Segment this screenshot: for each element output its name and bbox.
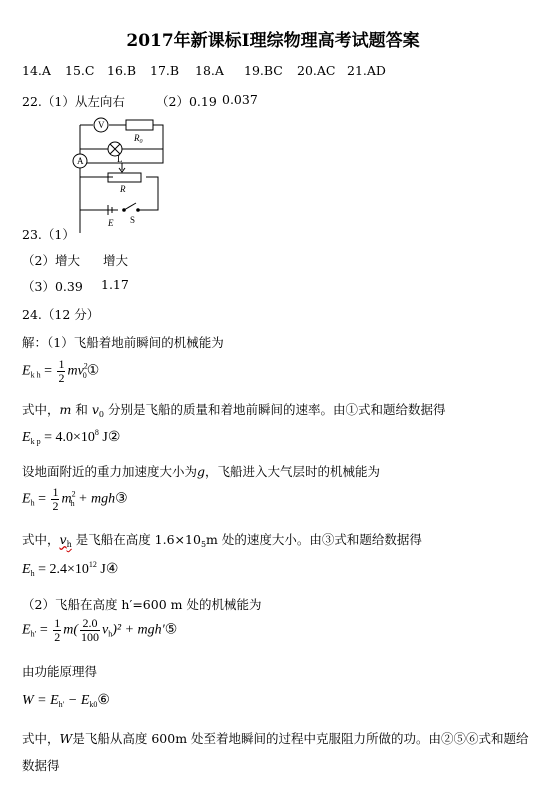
q23-part2a: （2）增大 xyxy=(22,253,80,268)
q24-line1: 解：（1）飞船着地前瞬间的机械能为 xyxy=(22,335,224,350)
q23-part1: 23.（1） xyxy=(22,227,75,242)
label-r: R xyxy=(120,184,126,194)
label-l: L xyxy=(117,154,123,164)
answer-19: 19.BC xyxy=(244,63,283,78)
resistor-r0-icon xyxy=(126,120,153,130)
label-s: S xyxy=(130,215,136,225)
equation-1: $E_{k h}$ = $\frac{1}{2}$ $mv^2_0①$ xyxy=(22,357,100,385)
answer-17: 17.B xyxy=(150,63,180,78)
equation-2: $E_{k p} = 4.0\times 10^8$ J② xyxy=(22,428,121,446)
label-r0: $R_0$ xyxy=(134,133,143,145)
q24-line3: 设地面附近的重力加速度大小为g，飞船进入大气层时的机械能为 xyxy=(22,464,381,479)
circuit-diagram xyxy=(68,113,178,233)
answer-20: 20.AC xyxy=(297,63,336,78)
q23-part3a: （3）0.39 xyxy=(22,279,83,294)
switch-icon xyxy=(124,203,136,210)
answer-18: 18.A xyxy=(195,63,224,78)
q23-part2b: 增大 xyxy=(103,253,129,268)
q23-part3b: 1.17 xyxy=(101,277,129,292)
page-title: 2017年新课标Ⅰ理综物理高考试题答案 xyxy=(126,31,420,51)
equation-5: $E_{h'}$ = $\frac{1}{2}$ m( $\frac{2.0}{100}$ $v_h)^2$ + mgh′⑤ xyxy=(22,616,178,644)
q24-heading: 24.（12 分） xyxy=(22,307,100,322)
lamp-cross xyxy=(110,144,120,154)
q22-part1: 22.（1）从左向右 xyxy=(22,94,125,109)
q22-value2: 0.037 xyxy=(222,92,258,107)
q24-line8: 数据得 xyxy=(22,758,60,773)
label-a: A xyxy=(77,156,84,166)
q24-line7: 式中，W是飞船从高度 600m 处至着地瞬间的过程中克服阻力所做的功。由②⑤⑥式和题给 xyxy=(22,731,529,746)
q24-line5: （2）飞船在高度 h′=600 m 处的机械能为 xyxy=(22,597,262,612)
answer-14: 14.A xyxy=(22,63,51,78)
equation-6: $W = E_{h'}$ − $E_{k0}⑥$ xyxy=(22,693,110,709)
equation-3: $E_h$ = $\frac{1}{2}$ $m^2_h$ + mgh③ xyxy=(22,485,128,513)
equation-4: $E_h = 2.4\times 10^{12}$ J④ xyxy=(22,560,119,578)
label-e: E xyxy=(108,218,114,228)
q24-line2: 式中，m 和 $v_0$ 分别是飞船的质量和着地前瞬间的速率。由①式和题给数据得 xyxy=(22,402,446,419)
q24-line6: 由功能原理得 xyxy=(22,664,98,679)
label-v: V xyxy=(98,120,105,130)
answer-21: 21.AD xyxy=(347,63,386,78)
answer-15: 15.C xyxy=(65,63,95,78)
q22-part2: （2）0.19 xyxy=(156,94,217,109)
answer-16: 16.B xyxy=(107,63,137,78)
q24-line4: 式中，$v_h$ 是飞船在高度 $1.6\times 10_5m$ 处的速度大小。由③式和题给数据得 xyxy=(22,532,422,549)
